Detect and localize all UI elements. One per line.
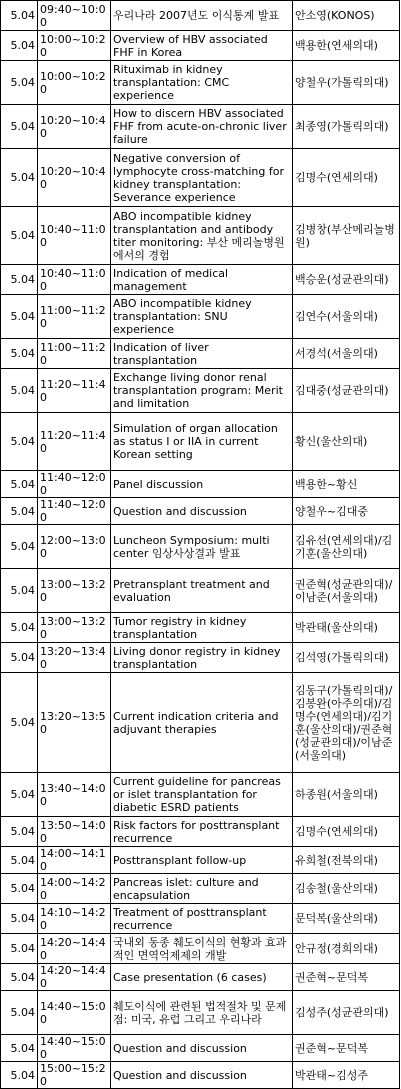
date-cell: 5.04: [1, 934, 38, 964]
table-row: [1, 991, 400, 1035]
date-cell: 5.04: [1, 265, 38, 295]
time-cell: 13:00~13:20: [38, 613, 111, 643]
date-cell: 5.04: [1, 613, 38, 643]
date-cell: 5.04: [1, 1, 38, 31]
session-title-cell: Simulation of organ allocation as status I or IIA in current Korean setting: [111, 413, 293, 471]
table-row: [1, 295, 400, 339]
session-title-cell: Indication of medical management: [111, 265, 293, 295]
table-row: [1, 817, 400, 847]
date-cell: 5.04: [1, 847, 38, 874]
speaker-cell: 문덕복(울산의대): [293, 904, 400, 934]
time-cell: 11:00~11:20: [38, 295, 111, 339]
table-row: [1, 964, 400, 991]
table-row: [1, 413, 400, 471]
time-cell: 13:00~13:20: [38, 569, 111, 613]
speaker-cell: 권준혁(성균관의대)/이남준(서울의대): [293, 569, 400, 613]
table-row: [1, 498, 400, 525]
table-row: [1, 643, 400, 673]
date-cell: 5.04: [1, 471, 38, 498]
date-cell: 5.04: [1, 295, 38, 339]
session-title-cell: Luncheon Symposium: multi center 임상사상결과 발표: [111, 525, 293, 569]
date-cell: 5.04: [1, 105, 38, 149]
table-row: [1, 874, 400, 904]
table-row: [1, 471, 400, 498]
session-title-cell: How to discern HBV associated FHF from acute-on-chronic liver failure: [111, 105, 293, 149]
time-cell: 10:40~11:00: [38, 207, 111, 265]
table-row: [1, 847, 400, 874]
date-cell: 5.04: [1, 817, 38, 847]
date-cell: 5.04: [1, 904, 38, 934]
time-cell: 13:50~14:00: [38, 817, 111, 847]
session-title-cell: 우리나라 2007년도 이식통계 발표: [111, 1, 293, 31]
speaker-cell: 박관태(울산의대): [293, 613, 400, 643]
time-cell: 14:00~14:10: [38, 847, 111, 874]
date-cell: 5.04: [1, 61, 38, 105]
speaker-cell: 백용한~황신: [293, 471, 400, 498]
speaker-cell: 서경석(서울의대): [293, 339, 400, 369]
table-row: [1, 1062, 400, 1089]
date-cell: 5.04: [1, 773, 38, 817]
date-cell: 5.04: [1, 874, 38, 904]
table-row: [1, 673, 400, 773]
time-cell: 14:20~14:40: [38, 934, 111, 964]
table-row: [1, 149, 400, 207]
speaker-cell: 박관태~김성주: [293, 1062, 400, 1089]
speaker-cell: 김석영(가톨릭의대): [293, 643, 400, 673]
date-cell: 5.04: [1, 643, 38, 673]
date-cell: 5.04: [1, 525, 38, 569]
session-title-cell: Current indication criteria and adjuvant therapies: [111, 673, 293, 773]
session-title-cell: Treatment of posttransplant recurrence: [111, 904, 293, 934]
session-title-cell: Risk factors for posttransplant recurrence: [111, 817, 293, 847]
session-title-cell: Question and discussion: [111, 1035, 293, 1062]
time-cell: 11:20~11:40: [38, 413, 111, 471]
speaker-cell: 양철우~김대중: [293, 498, 400, 525]
session-title-cell: Tumor registry in kidney transplantation: [111, 613, 293, 643]
table-row: [1, 569, 400, 613]
table-row: [1, 613, 400, 643]
date-cell: 5.04: [1, 339, 38, 369]
table-row: [1, 105, 400, 149]
date-cell: 5.04: [1, 673, 38, 773]
time-cell: 14:40~15:00: [38, 991, 111, 1035]
time-cell: 10:00~10:20: [38, 31, 111, 61]
speaker-cell: 권준혁~문덕복: [293, 1035, 400, 1062]
time-cell: 13:40~14:00: [38, 773, 111, 817]
table-row: [1, 1035, 400, 1062]
session-title-cell: Pancreas islet: culture and encapsulation: [111, 874, 293, 904]
session-title-cell: ABO incompatible kidney transplantation and antibody titer monitoring: 부산 메리놀병원에서의 경험: [111, 207, 293, 265]
session-title-cell: Overview of HBV associated FHF in Korea: [111, 31, 293, 61]
table-row: [1, 934, 400, 964]
date-cell: 5.04: [1, 964, 38, 991]
session-title-cell: Rituximab in kidney transplantation: CMC experience: [111, 61, 293, 105]
session-title-cell: 국내외 동종 췌도이식의 현황과 효과적인 면역억제제의 개발: [111, 934, 293, 964]
date-cell: 5.04: [1, 569, 38, 613]
time-cell: 10:40~11:00: [38, 265, 111, 295]
time-cell: 13:20~13:50: [38, 673, 111, 773]
session-title-cell: Question and discussion: [111, 498, 293, 525]
time-cell: 14:20~14:40: [38, 964, 111, 991]
date-cell: 5.04: [1, 207, 38, 265]
date-cell: 5.04: [1, 31, 38, 61]
date-cell: 5.04: [1, 369, 38, 413]
schedule-body: [1, 1, 400, 1089]
speaker-cell: 안규정(경희의대): [293, 934, 400, 964]
time-cell: 14:40~15:00: [38, 1035, 111, 1062]
speaker-cell: 김연수(서울의대): [293, 295, 400, 339]
table-row: [1, 369, 400, 413]
time-cell: 11:20~11:40: [38, 369, 111, 413]
session-title-cell: ABO incompatible kidney transplantation: SNU experience: [111, 295, 293, 339]
session-title-cell: 췌도이식에 관련된 법적절차 및 문제점: 미국, 유럽 그리고 우리나라: [111, 991, 293, 1035]
speaker-cell: 김명수(연세의대): [293, 817, 400, 847]
table-row: [1, 31, 400, 61]
speaker-cell: 김명수(연세의대): [293, 149, 400, 207]
table-row: [1, 773, 400, 817]
time-cell: 10:00~10:20: [38, 61, 111, 105]
date-cell: 5.04: [1, 1035, 38, 1062]
speaker-cell: 유희철(전북의대): [293, 847, 400, 874]
time-cell: 10:20~10:40: [38, 105, 111, 149]
speaker-cell: 백승운(성균관의대): [293, 265, 400, 295]
speaker-cell: 김성주(성균관의대): [293, 991, 400, 1035]
speaker-cell: 하종원(서울의대): [293, 773, 400, 817]
table-row: [1, 265, 400, 295]
session-title-cell: Current guideline for pancreas or islet transplantation for diabetic ESRD patients: [111, 773, 293, 817]
speaker-cell: 최종영(가톨릭의대): [293, 105, 400, 149]
speaker-cell: 안소영(KONOS): [293, 1, 400, 31]
session-title-cell: Negative conversion of lymphocyte cross-matching for kidney transplantation: Severance experience: [111, 149, 293, 207]
table-row: [1, 1, 400, 31]
time-cell: 11:00~11:20: [38, 339, 111, 369]
session-title-cell: Question and discussion: [111, 1062, 293, 1089]
time-cell: 10:20~10:40: [38, 149, 111, 207]
table-row: [1, 339, 400, 369]
speaker-cell: 김병창(부산메리놀병원): [293, 207, 400, 265]
time-cell: 14:00~14:20: [38, 874, 111, 904]
time-cell: 11:40~12:00: [38, 498, 111, 525]
session-title-cell: Posttransplant follow-up: [111, 847, 293, 874]
session-title-cell: Living donor registry in kidney transplantation: [111, 643, 293, 673]
speaker-cell: 김유선(연세의대)/김기훈(울산의대): [293, 525, 400, 569]
speaker-cell: 권준혁~문덕복: [293, 964, 400, 991]
time-cell: 15:00~15:20: [38, 1062, 111, 1089]
speaker-cell: 김송철(울산의대): [293, 874, 400, 904]
speaker-cell: 황신(울산의대): [293, 413, 400, 471]
date-cell: 5.04: [1, 413, 38, 471]
time-cell: 12:00~13:00: [38, 525, 111, 569]
speaker-cell: 백용한(연세의대): [293, 31, 400, 61]
session-title-cell: Panel discussion: [111, 471, 293, 498]
table-row: [1, 904, 400, 934]
time-cell: 14:10~14:20: [38, 904, 111, 934]
session-title-cell: Pretransplant treatment and evaluation: [111, 569, 293, 613]
session-title-cell: Exchange living donor renal transplantation program: Merit and limitation: [111, 369, 293, 413]
table-row: [1, 207, 400, 265]
speaker-cell: 김동구(가톨릭의대)/김봉완(아주의대)/김명수(연세의대)/김기훈(울산의대)/권준혁(성균관의대)/이남준(서울의대): [293, 673, 400, 773]
table-row: [1, 525, 400, 569]
speaker-cell: 양철우(가톨릭의대): [293, 61, 400, 105]
session-title-cell: Case presentation (6 cases): [111, 964, 293, 991]
time-cell: 11:40~12:00: [38, 471, 111, 498]
date-cell: 5.04: [1, 991, 38, 1035]
time-cell: 09:40~10:00: [38, 1, 111, 31]
date-cell: 5.04: [1, 149, 38, 207]
date-cell: 5.04: [1, 498, 38, 525]
time-cell: 13:20~13:40: [38, 643, 111, 673]
session-title-cell: Indication of liver transplantation: [111, 339, 293, 369]
date-cell: 5.04: [1, 1062, 38, 1089]
table-row: [1, 61, 400, 105]
speaker-cell: 김대중(성균관의대): [293, 369, 400, 413]
